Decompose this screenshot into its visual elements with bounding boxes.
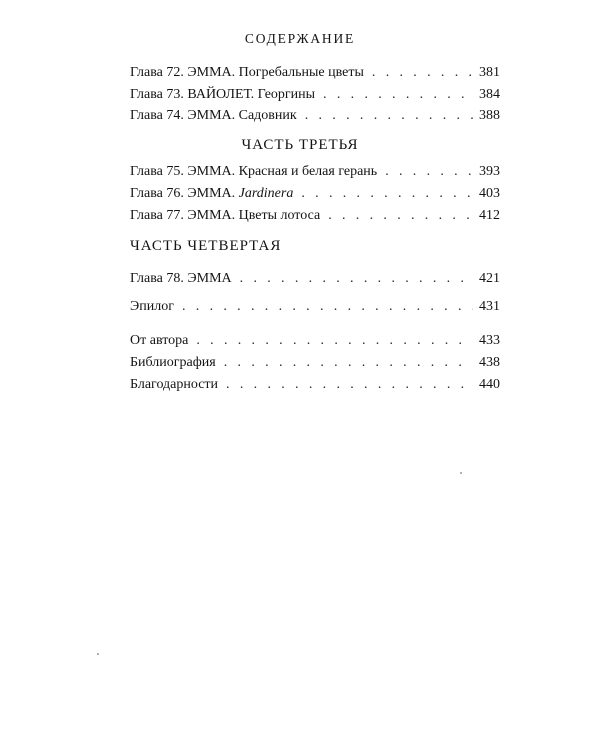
scan-speck — [460, 472, 462, 474]
toc-header: СОДЕРЖАНИЕ — [244, 31, 356, 46]
toc-entry-title: Глава 77. ЭММА. Цветы лотоса — [130, 208, 321, 223]
dot-leader — [328, 207, 473, 225]
toc-entry-title: От автора — [130, 333, 189, 348]
toc-entry-title: Глава 74. ЭММА. Садовник — [130, 108, 297, 123]
toc-entry-title: Глава 73. ВАЙОЛЕТ. Георгины — [130, 87, 316, 102]
toc-entry-chapter-76 — [130, 185, 500, 203]
toc-entry-page: 433 — [479, 333, 500, 348]
toc-entry-page: 440 — [479, 377, 500, 392]
toc-entry-page: 431 — [479, 299, 500, 314]
dot-leader — [196, 332, 473, 350]
dot-leader — [301, 185, 473, 203]
toc-entry-chapter-74 — [130, 107, 500, 125]
toc-entry-title: Библиография — [130, 355, 216, 370]
toc-entry-page: 438 — [479, 355, 500, 370]
toc-entry-title: Глава 78. ЭММА — [130, 271, 232, 286]
toc-entry-page: 393 — [479, 164, 500, 179]
part-three-heading: ЧАСТЬ ТРЕТЬЯ — [241, 137, 359, 153]
toc-entry-title-italic: Jardinera — [238, 186, 294, 201]
toc-entry-title: Эпилог — [130, 299, 174, 314]
toc-entry-title — [130, 185, 293, 203]
toc-entry-bibliography — [130, 354, 500, 372]
toc-entry-page: 381 — [479, 65, 500, 80]
toc-entry-title: Глава 72. ЭММА. Погребальные цветы — [130, 65, 364, 80]
dot-leader — [372, 64, 473, 82]
toc-entry-epilogue — [130, 298, 500, 316]
toc-entry-page: 403 — [479, 186, 500, 201]
toc-entry-chapter-75 — [130, 163, 500, 181]
scan-speck — [97, 653, 99, 655]
dot-leader — [240, 270, 473, 288]
toc-entry-acknowledgements — [130, 376, 500, 394]
dot-leader — [224, 354, 473, 372]
toc-entry-chapter-72 — [130, 64, 500, 82]
toc-entry-page: 384 — [479, 87, 500, 102]
toc-entry-chapter-77 — [130, 207, 500, 225]
dot-leader — [226, 376, 473, 394]
dot-leader — [182, 298, 473, 316]
toc-entry-page: 388 — [479, 108, 500, 123]
toc-entry-page: 412 — [479, 208, 500, 223]
toc-entry-page: 421 — [479, 271, 500, 286]
dot-leader — [305, 107, 473, 125]
dot-leader — [323, 86, 473, 104]
toc-entry-title-prefix: Глава 76. ЭММА. — [130, 186, 236, 201]
toc-entry-chapter-78 — [130, 270, 500, 288]
dot-leader — [385, 163, 473, 181]
part-four-heading: ЧАСТЬ ЧЕТВЕРТАЯ — [130, 238, 282, 254]
toc-entry-from-author — [130, 332, 500, 350]
toc-entry-title: Благодарности — [130, 377, 219, 392]
toc-entry-chapter-73 — [130, 86, 500, 104]
toc-entry-title: Глава 75. ЭММА. Красная и белая герань — [130, 164, 378, 179]
